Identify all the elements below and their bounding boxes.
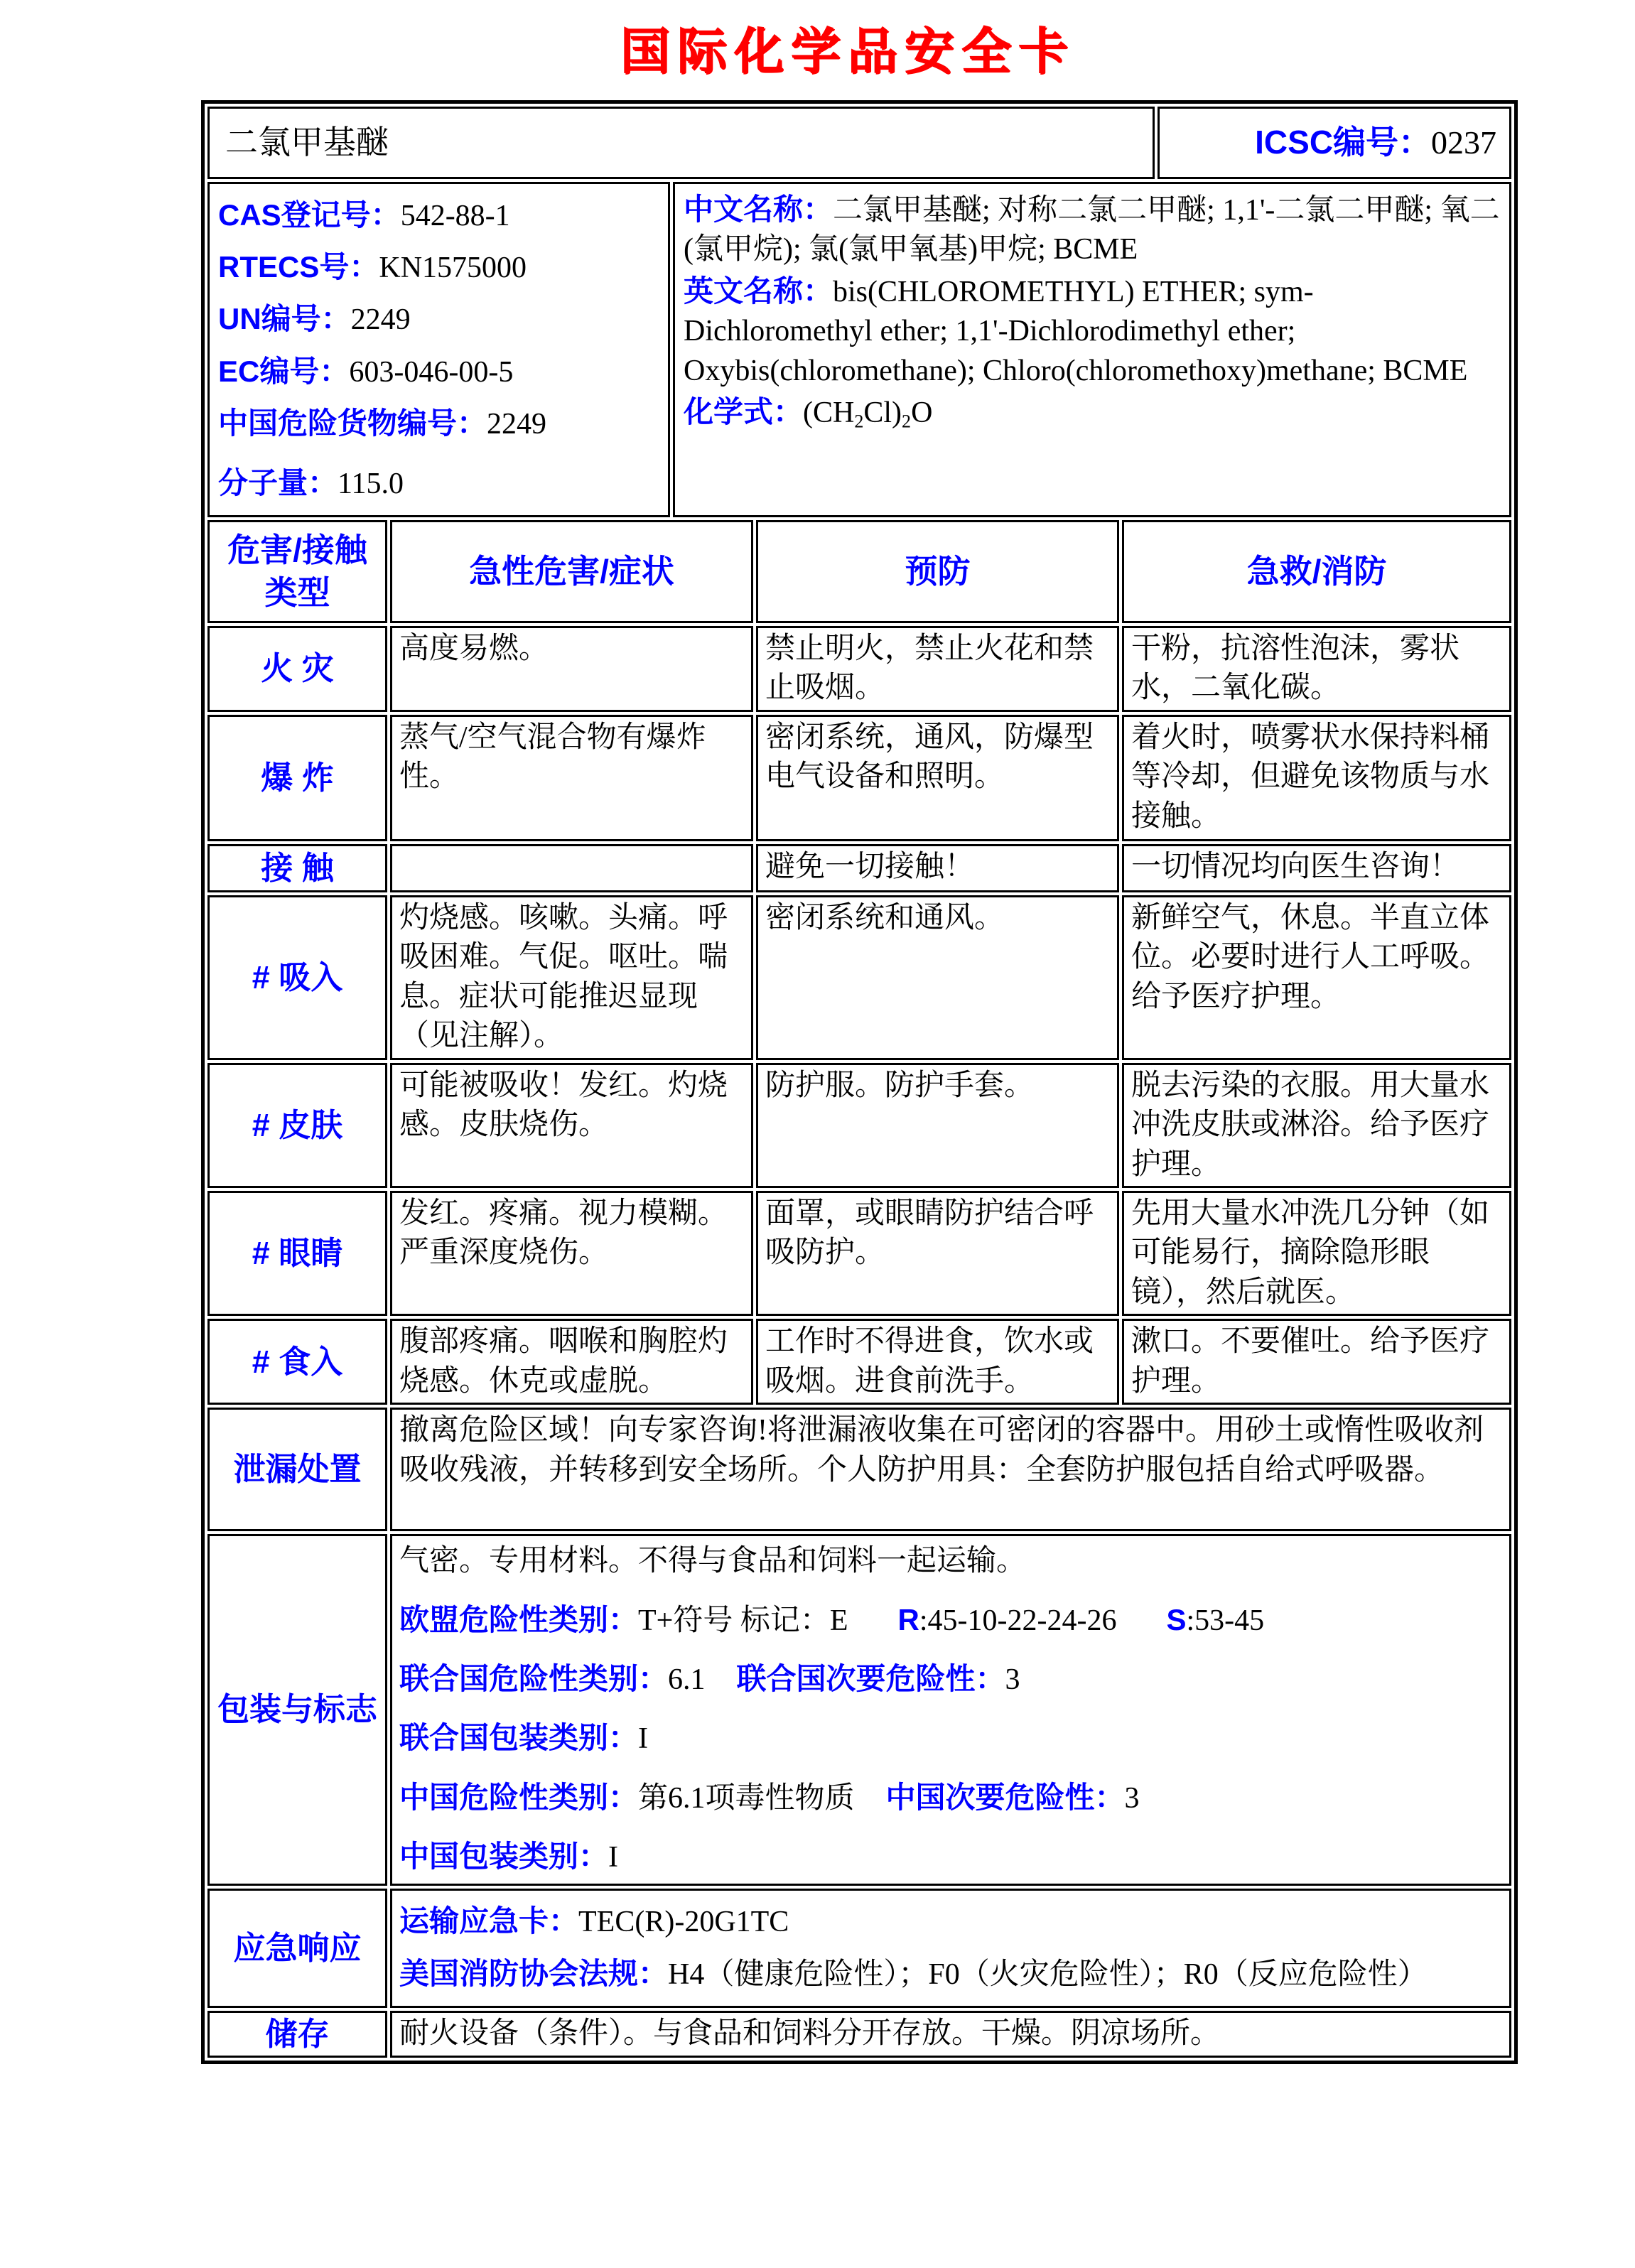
tec-value: TEC(R)-20G1TC — [578, 1906, 789, 1939]
substance-name-cell — [207, 107, 1155, 179]
eyes-response-cell: 先用大量水冲洗几分钟（如可能易行，摘除隐形眼镜），然后就医。 — [1122, 1191, 1511, 1316]
header-row — [207, 107, 1511, 179]
china-dg-label: 中国危险货物编号： — [218, 406, 487, 440]
formula-subscript-2: 2 — [902, 411, 912, 432]
cn-sub-risk-value: 3 — [1124, 1781, 1140, 1815]
packaging-un-line — [399, 1659, 1502, 1700]
explosion-row — [207, 715, 1511, 841]
emergency-nfpa-line — [399, 1954, 1502, 1994]
exposure-symptoms-cell — [390, 844, 753, 892]
un-sub-risk-label: 联合国次要危险性： — [736, 1662, 1005, 1695]
icsc-page — [0, 11, 1635, 2268]
china-dg-number-line — [218, 398, 659, 450]
cn-sub-risk-label: 中国次要危险性： — [885, 1780, 1125, 1814]
fire-symptoms-cell: 高度易燃。 — [390, 626, 753, 712]
inhalation-symptoms-cell: 灼烧感。咳嗽。头痛。呼吸困难。气促。呕吐。喘息。症状可能推迟显现（见注解）。 — [390, 895, 753, 1060]
emergency-content-cell — [390, 1889, 1511, 2008]
rtecs-number-line — [218, 242, 659, 293]
explosion-prevention-cell: 密闭系统，通风，防爆型电气设备和照明。 — [756, 715, 1119, 841]
icsc-card-table — [201, 100, 1518, 2064]
fire-row-label: 火 灾 — [207, 626, 387, 712]
fire-row — [207, 626, 1511, 712]
emergency-row-label: 应急响应 — [207, 1889, 387, 2008]
hazard-header-row — [207, 520, 1511, 623]
eu-class-label: 欧盟危险性类别： — [399, 1602, 639, 1636]
tec-label: 运输应急卡： — [399, 1904, 579, 1938]
cn-packing-value: I — [608, 1841, 619, 1874]
identifiers-cell — [207, 182, 670, 517]
packaging-cn-line — [399, 1778, 1502, 1818]
storage-row — [207, 2011, 1511, 2058]
substance-name: 二氯甲基醚 — [225, 124, 389, 161]
exposure-prevention-cell: 避免一切接触！ — [756, 844, 1119, 892]
cn-packing-label: 中国包装类别： — [399, 1840, 609, 1874]
prevention-header: 预防 — [756, 520, 1119, 623]
response-header: 急救/消防 — [1122, 520, 1511, 623]
un-label: UN编号： — [218, 302, 351, 336]
storage-row-label: 储存 — [207, 2011, 387, 2058]
ec-number-line — [218, 346, 659, 398]
inhalation-row — [207, 895, 1511, 1060]
eyes-row — [207, 1191, 1511, 1316]
eu-s-label: S — [1166, 1602, 1187, 1636]
formula-subscript-1: 2 — [854, 411, 864, 432]
cas-label: CAS登记号： — [218, 198, 401, 232]
ingestion-prevention-cell: 工作时不得进食，饮水或吸烟。进食前洗手。 — [756, 1319, 1119, 1405]
ec-value: 603-046-00-5 — [349, 355, 514, 389]
cn-class-label: 中国危险性类别： — [399, 1780, 639, 1814]
icsc-number-label: ICSC编号： — [1255, 124, 1432, 161]
packaging-cn-packing-line — [399, 1837, 1502, 1877]
cn-class-value: 第6.1项毒性物质 — [638, 1781, 855, 1815]
eu-s-value: :53-45 — [1186, 1604, 1265, 1637]
ingestion-row — [207, 1319, 1511, 1405]
cas-number-line — [218, 190, 659, 242]
un-packing-label: 联合国包装类别： — [399, 1721, 639, 1755]
fire-prevention-cell: 禁止明火，禁止火花和禁止吸烟。 — [756, 626, 1119, 712]
english-name-line — [684, 271, 1501, 391]
hazard-type-header: 危害/接触类型 — [207, 520, 387, 623]
spillage-row-label: 泄漏处置 — [207, 1408, 387, 1531]
icsc-number-cell — [1158, 107, 1511, 179]
formula-part2: Cl) — [863, 396, 902, 430]
formula-part1: (CH — [803, 396, 855, 430]
eyes-row-label: # 眼睛 — [207, 1191, 387, 1316]
eu-r-value: :45-10-22-24-26 — [919, 1604, 1117, 1637]
un-class-label: 联合国危险性类别： — [399, 1662, 669, 1695]
names-cell — [673, 182, 1511, 517]
molecular-weight-value: 115.0 — [338, 468, 404, 501]
un-class-value: 6.1 — [668, 1663, 706, 1696]
nfpa-value: H4（健康危险性）；F0（火灾危险性）；R0（反应危险性） — [668, 1958, 1428, 1991]
emergency-row — [207, 1889, 1511, 2008]
explosion-response-cell: 着火时，喷雾状水保持料桶等冷却，但避免该物质与水接触。 — [1122, 715, 1511, 841]
nfpa-label: 美国消防协会法规： — [399, 1956, 669, 1990]
china-dg-value: 2249 — [487, 407, 547, 441]
formula-line — [684, 392, 1501, 434]
exposure-row — [207, 844, 1511, 892]
storage-text-cell: 耐火设备（条件）。与食品和饲料分开存放。干燥。阴凉场所。 — [390, 2011, 1511, 2058]
symptoms-header: 急性危害/症状 — [390, 520, 753, 623]
skin-prevention-cell: 防护服。防护手套。 — [756, 1063, 1119, 1188]
exposure-response-cell: 一切情况均向医生咨询！ — [1122, 844, 1511, 892]
formula-part3: O — [911, 396, 933, 430]
packaging-transport-note: 气密。专用材料。不得与食品和饲料一起运输。 — [399, 1545, 1027, 1578]
ingestion-row-label: # 食入 — [207, 1319, 387, 1405]
fire-response-cell: 干粉，抗溶性泡沫，雾状水，二氧化碳。 — [1122, 626, 1511, 712]
emergency-tec-line — [399, 1901, 1502, 1942]
molecular-weight-label: 分子量： — [218, 466, 338, 500]
un-packing-value: I — [638, 1722, 649, 1756]
inhalation-response-cell: 新鲜空气，休息。半直立体位。必要时进行人工呼吸。给予医疗护理。 — [1122, 895, 1511, 1060]
rtecs-label: RTECS号： — [218, 250, 379, 284]
un-number-line — [218, 293, 659, 345]
packaging-row — [207, 1534, 1511, 1886]
eu-r-label: R — [897, 1602, 919, 1636]
chinese-name-value: 二氯甲基醚; 对称二氯二甲醚; 1,1'-二氯二甲醚; 氧二(氯甲烷); 氯(氯甲氧基)甲烷; BCME — [684, 194, 1500, 266]
inhalation-row-label: # 吸入 — [207, 895, 387, 1060]
chinese-name-label: 中文名称： — [684, 193, 833, 226]
skin-symptoms-cell: 可能被吸收！发红。灼烧感。皮肤烧伤。 — [390, 1063, 753, 1188]
skin-row-label: # 皮肤 — [207, 1063, 387, 1188]
spillage-row — [207, 1408, 1511, 1531]
packaging-un-packing-line — [399, 1718, 1502, 1759]
ingestion-symptoms-cell: 腹部疼痛。咽喉和胸腔灼烧感。休克或虚脱。 — [390, 1319, 753, 1405]
cas-value: 542-88-1 — [400, 200, 510, 232]
chinese-name-line — [684, 190, 1501, 270]
packaging-content-cell — [390, 1534, 1511, 1886]
un-sub-risk-value: 3 — [1005, 1663, 1020, 1696]
explosion-symptoms-cell: 蒸气/空气混合物有爆炸性。 — [390, 715, 753, 841]
packaging-row-label: 包装与标志 — [207, 1534, 387, 1886]
english-name-value: bis(CHLOROMETHYL) ETHER; sym-Dichloromethyl ether; 1,1'-Dichlorodimethyl ether; Oxybis(chloromethane); Chloro(chloromethoxy)methane; BCME — [684, 275, 1468, 387]
ingestion-response-cell: 漱口。不要催吐。给予医疗护理。 — [1122, 1319, 1511, 1405]
spillage-text-cell: 撤离危险区域！向专家咨询!将泄漏液收集在可密闭的容器中。用砂土或惰性吸收剂吸收残液，并转移到安全场所。个人防护用具：全套防护服包括自给式呼吸器。 — [390, 1408, 1511, 1531]
skin-response-cell: 脱去污染的衣服。用大量水冲洗皮肤或淋浴。给予医疗护理。 — [1122, 1063, 1511, 1188]
molecular-weight-line — [218, 463, 659, 509]
skin-row — [207, 1063, 1511, 1188]
identifiers-list — [218, 190, 659, 509]
identifiers-row — [207, 182, 1511, 517]
icsc-number-value: 0237 — [1431, 124, 1497, 161]
formula-label: 化学式： — [684, 395, 804, 429]
explosion-row-label: 爆 炸 — [207, 715, 387, 841]
page-title: 国际化学品安全卡 — [620, 23, 1075, 79]
eyes-prevention-cell: 面罩，或眼睛防护结合呼吸防护。 — [756, 1191, 1119, 1316]
exposure-row-label: 接 触 — [207, 844, 387, 892]
packaging-eu-line — [399, 1600, 1502, 1641]
english-name-label: 英文名称： — [684, 274, 833, 308]
eyes-symptoms-cell: 发红。疼痛。视力模糊。严重深度烧伤。 — [390, 1191, 753, 1316]
ec-label: EC编号： — [218, 354, 350, 388]
inhalation-prevention-cell: 密闭系统和通风。 — [756, 895, 1119, 1060]
eu-class-value: T+符号 标记：E — [638, 1604, 848, 1637]
un-value: 2249 — [350, 303, 411, 337]
rtecs-value: KN1575000 — [379, 252, 527, 285]
